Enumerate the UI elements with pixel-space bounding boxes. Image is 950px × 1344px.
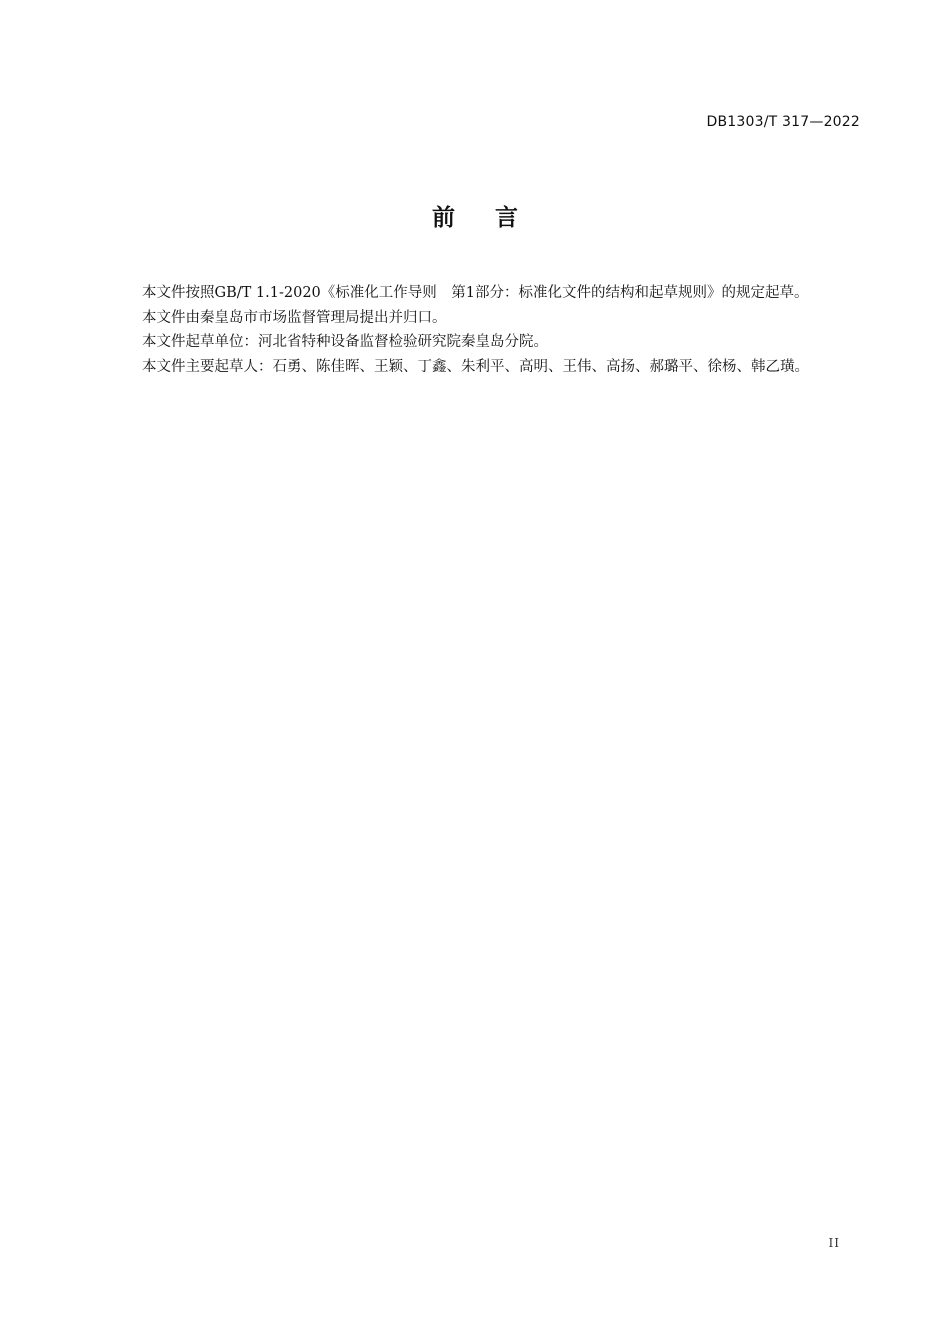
- document-code: DB1303/T 317—2022: [706, 114, 860, 130]
- paragraph-proposer: 本文件由秦皇岛市市场监督管理局提出并归口。: [142, 309, 447, 326]
- page-number: II: [828, 1236, 840, 1250]
- paragraph-drafters: 本文件主要起草人：石勇、陈佳晖、王颖、丁鑫、朱利平、高明、王伟、高扬、郝璐平、徐杨、韩乙璜。: [142, 358, 809, 375]
- section-title: 前 言: [431, 205, 519, 231]
- paragraph-drafting-unit: 本文件起草单位：河北省特种设备监督检验研究院秦皇岛分院。: [142, 334, 548, 351]
- foreword-body: [113, 281, 860, 379]
- paragraph-drafting-rules: 本文件按照GB/T 1.1-2020《标准化工作导则 第1部分：标准化文件的结构和起草规则》的规定起草。: [142, 285, 809, 301]
